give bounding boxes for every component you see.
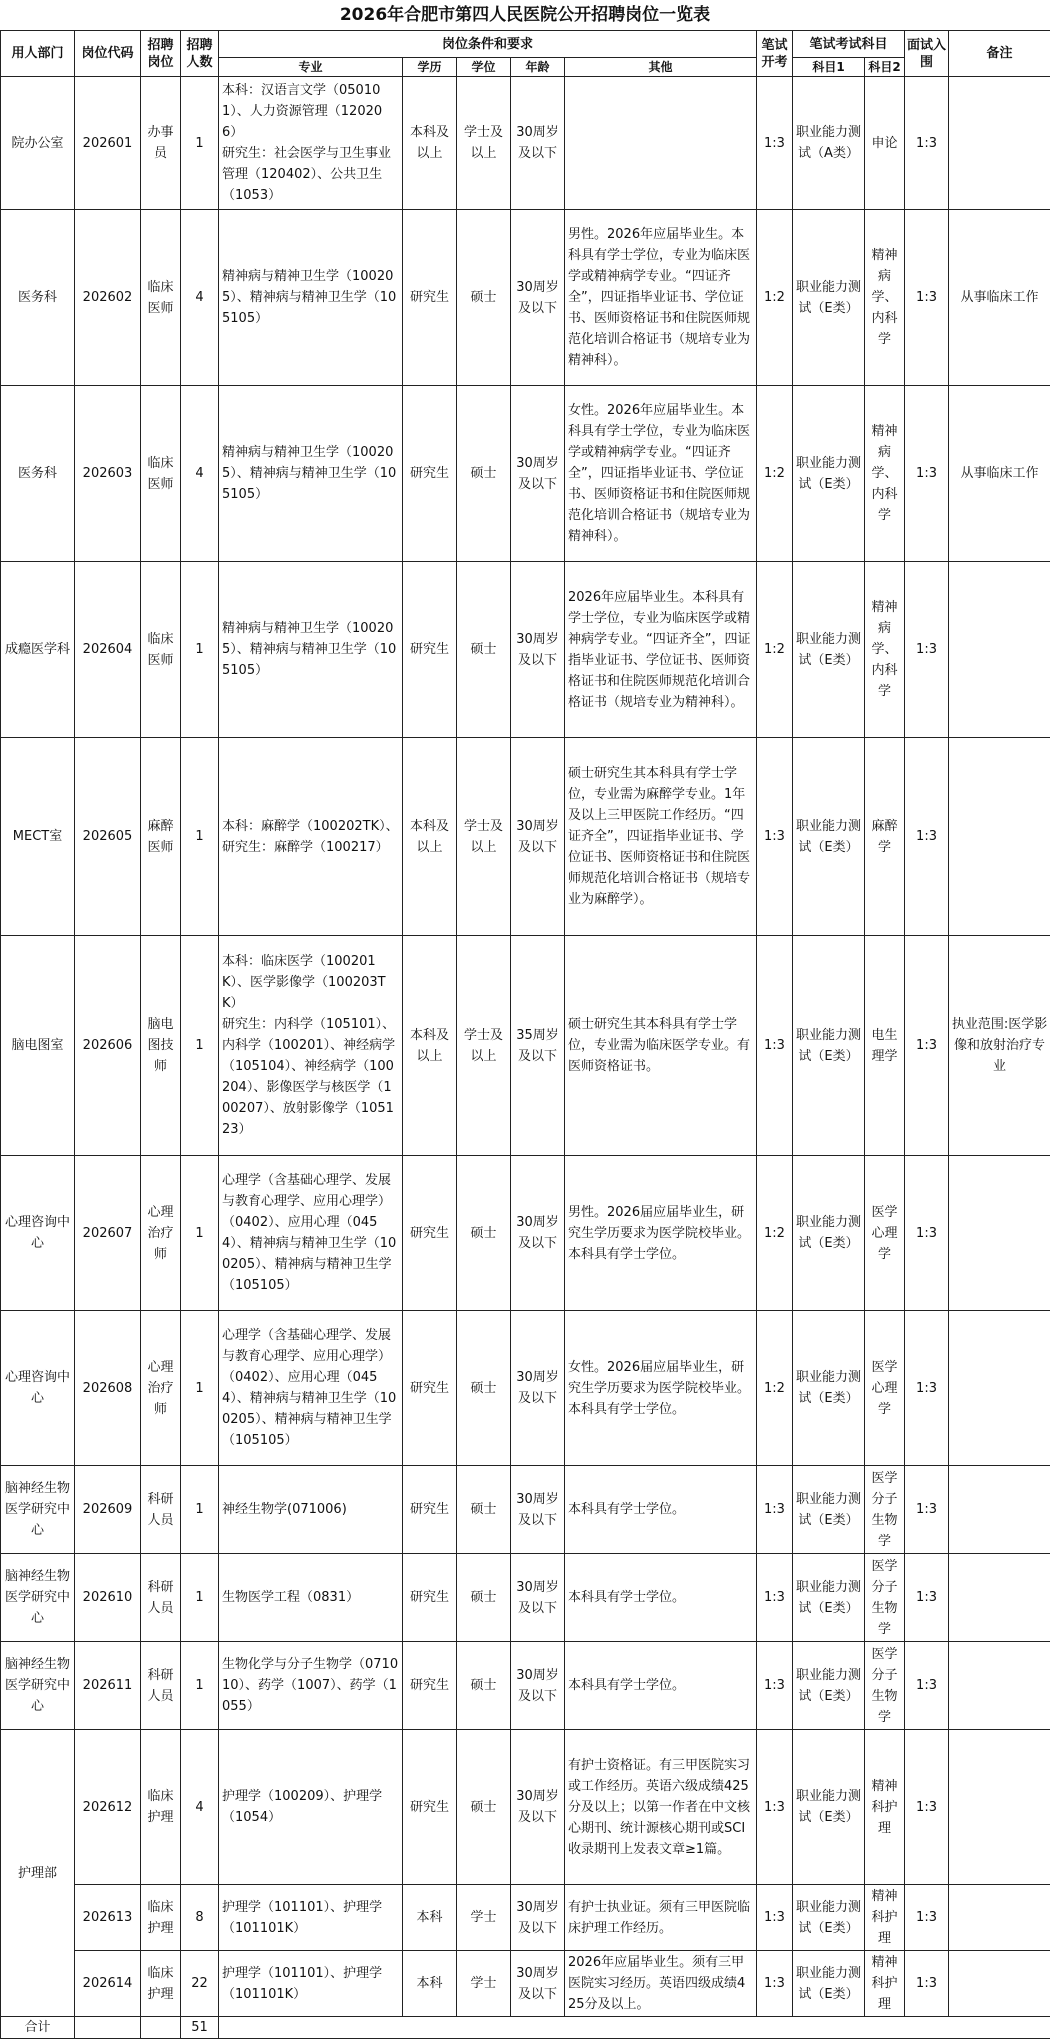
cell-subject1: 职业能力测试（A类）: [793, 77, 865, 210]
cell-ratio: 1:3: [757, 1466, 793, 1554]
cell-education: 本科及以上: [403, 77, 457, 210]
cell-education: 研究生: [403, 562, 457, 738]
cell-count: 1: [181, 1156, 219, 1311]
cell-subject1: 职业能力测试（E类）: [793, 1951, 865, 2017]
cell-interview: 1:3: [905, 936, 949, 1156]
cell-dept: 院办公室: [1, 77, 75, 210]
cell-age: 30周岁及以下: [511, 1466, 565, 1554]
cell-subject1: 职业能力测试（E类）: [793, 210, 865, 386]
cell-subject2: 电生理学: [865, 936, 905, 1156]
cell-interview: 1:3: [905, 1311, 949, 1466]
cell-post: 临床医师: [141, 562, 181, 738]
cell-subject2: 精神科护理: [865, 1951, 905, 2017]
header-degree: 学位: [457, 58, 511, 77]
table-row: [1, 386, 1050, 562]
cell-dept: 心理咨询中心: [1, 1311, 75, 1466]
cell-degree: 学士: [457, 1951, 511, 2017]
cell-major: 精神病与精神卫生学（100205）、精神病与精神卫生学（105105）: [219, 386, 403, 562]
cell-degree: 硕士: [457, 1642, 511, 1730]
cell-age: 30周岁及以下: [511, 1642, 565, 1730]
total-empty: [141, 2017, 181, 2039]
cell-remark: [949, 1311, 1050, 1466]
cell-remark: [949, 738, 1050, 936]
cell-other: 2026年应届毕业生。须有三甲医院实习经历。英语四级成绩425分及以上。: [565, 1951, 757, 2017]
cell-subject1: 职业能力测试（E类）: [793, 562, 865, 738]
cell-age: 30周岁及以下: [511, 738, 565, 936]
cell-education: 研究生: [403, 1156, 457, 1311]
cell-other: [565, 77, 757, 210]
cell-remark: [949, 1951, 1050, 2017]
cell-major: 生物医学工程（0831）: [219, 1554, 403, 1642]
cell-ratio: 1:3: [757, 77, 793, 210]
header-subject1: 科目1: [793, 58, 865, 77]
cell-other: 有护士资格证。有三甲医院实习或工作经历。英语六级成绩425分及以上；以第一作者在中文核心期刊、统计源核心期刊或SCI收录期刊上发表文章≥1篇。: [565, 1730, 757, 1885]
cell-degree: 硕士: [457, 562, 511, 738]
cell-code: 202602: [75, 210, 141, 386]
table-row: [1, 1885, 1050, 1951]
cell-major: 护理学（101101）、护理学（101101K）: [219, 1951, 403, 2017]
cell-ratio: 1:3: [757, 1885, 793, 1951]
cell-age: 30周岁及以下: [511, 1885, 565, 1951]
cell-ratio: 1:2: [757, 386, 793, 562]
positions-table: [0, 30, 1050, 2039]
cell-interview: 1:3: [905, 1885, 949, 1951]
cell-subject1: 职业能力测试（E类）: [793, 1156, 865, 1311]
cell-education: 本科: [403, 1885, 457, 1951]
cell-dept: 脑电图室: [1, 936, 75, 1156]
cell-major: 心理学（含基础心理学、发展与教育心理学、应用心理学）（0402）、应用心理（0454）、精神病与精神卫生学（100205）、精神病与精神卫生学（105105）: [219, 1156, 403, 1311]
header-remark: 备注: [949, 31, 1050, 77]
cell-subject2: 精神病学、内科学: [865, 562, 905, 738]
cell-code: 202605: [75, 738, 141, 936]
cell-remark: [949, 1730, 1050, 1885]
cell-major: 生物化学与分子生物学（071010）、药学（1007）、药学（1055）: [219, 1642, 403, 1730]
cell-education: 研究生: [403, 1730, 457, 1885]
header-dept: 用人部门: [1, 31, 75, 77]
header-row-1: [1, 31, 1050, 58]
cell-interview: 1:3: [905, 1466, 949, 1554]
cell-post: 临床医师: [141, 386, 181, 562]
cell-remark: [949, 562, 1050, 738]
table-row: [1, 562, 1050, 738]
cell-degree: 硕士: [457, 1730, 511, 1885]
cell-post: 办事员: [141, 77, 181, 210]
cell-count: 4: [181, 1730, 219, 1885]
cell-post: 脑电图技师: [141, 936, 181, 1156]
cell-interview: 1:3: [905, 1642, 949, 1730]
cell-dept: 医务科: [1, 386, 75, 562]
cell-education: 研究生: [403, 210, 457, 386]
cell-subject1: 职业能力测试（E类）: [793, 1466, 865, 1554]
cell-ratio: 1:3: [757, 1951, 793, 2017]
cell-count: 1: [181, 1554, 219, 1642]
cell-age: 30周岁及以下: [511, 562, 565, 738]
table-row: [1, 936, 1050, 1156]
cell-other: 有护士执业证。须有三甲医院临床护理工作经历。: [565, 1885, 757, 1951]
cell-interview: 1:3: [905, 562, 949, 738]
cell-subject2: 精神科护理: [865, 1730, 905, 1885]
cell-post: 临床护理: [141, 1730, 181, 1885]
cell-subject1: 职业能力测试（E类）: [793, 1642, 865, 1730]
cell-interview: 1:3: [905, 1730, 949, 1885]
table-row: [1, 738, 1050, 936]
cell-education: 本科: [403, 1951, 457, 2017]
cell-other: 男性。2026年应届毕业生。本科具有学士学位，专业为临床医学或精神病学专业。“四证齐全”，四证指毕业证书、学位证书、医师资格证书和住院医师规范化培训合格证书（规培专业为精神科）。: [565, 210, 757, 386]
cell-dept: 成瘾医学科: [1, 562, 75, 738]
header-code: 岗位代码: [75, 31, 141, 77]
table-row: [1, 1951, 1050, 2017]
total-count: 51: [181, 2017, 219, 2039]
cell-code: 202601: [75, 77, 141, 210]
cell-age: 30周岁及以下: [511, 1951, 565, 2017]
cell-subject2: 麻醉学: [865, 738, 905, 936]
cell-subject2: 精神病学、内科学: [865, 210, 905, 386]
cell-other: 本科具有学士学位。: [565, 1642, 757, 1730]
cell-dept: 脑神经生物医学研究中心: [1, 1642, 75, 1730]
cell-other: 本科具有学士学位。: [565, 1466, 757, 1554]
total-row: [1, 2017, 1050, 2039]
cell-education: 本科及以上: [403, 936, 457, 1156]
cell-post: 科研人员: [141, 1642, 181, 1730]
cell-code: 202607: [75, 1156, 141, 1311]
header-education: 学历: [403, 58, 457, 77]
cell-remark: 从事临床工作: [949, 386, 1050, 562]
cell-degree: 硕士: [457, 1554, 511, 1642]
table-row: [1, 1311, 1050, 1466]
cell-subject2: 医学分子生物学: [865, 1554, 905, 1642]
cell-code: 202603: [75, 386, 141, 562]
cell-subject1: 职业能力测试（E类）: [793, 936, 865, 1156]
cell-code: 202612: [75, 1730, 141, 1885]
cell-subject2: 精神科护理: [865, 1885, 905, 1951]
cell-ratio: 1:2: [757, 1156, 793, 1311]
cell-interview: 1:3: [905, 1951, 949, 2017]
cell-major: 精神病与精神卫生学（100205）、精神病与精神卫生学（105105）: [219, 210, 403, 386]
cell-subject1: 职业能力测试（E类）: [793, 738, 865, 936]
cell-major: 护理学（100209）、护理学（1054）: [219, 1730, 403, 1885]
cell-count: 1: [181, 1311, 219, 1466]
total-empty: [219, 2017, 1050, 2039]
cell-subject1: 职业能力测试（E类）: [793, 1730, 865, 1885]
cell-degree: 硕士: [457, 386, 511, 562]
cell-major: 精神病与精神卫生学（100205）、精神病与精神卫生学（105105）: [219, 562, 403, 738]
cell-remark: [949, 1885, 1050, 1951]
cell-remark: 执业范围:医学影像和放射治疗专业: [949, 936, 1050, 1156]
cell-major: 本科：麻醉学（100202TK）、 研究生：麻醉学（100217）: [219, 738, 403, 936]
cell-major: 心理学（含基础心理学、发展与教育心理学、应用心理学）（0402）、应用心理（0454）、精神病与精神卫生学（100205）、精神病与精神卫生学（105105）: [219, 1311, 403, 1466]
cell-post: 心理治疗师: [141, 1156, 181, 1311]
cell-count: 1: [181, 77, 219, 210]
header-subject2: 科目2: [865, 58, 905, 77]
cell-remark: [949, 1554, 1050, 1642]
cell-post: 科研人员: [141, 1554, 181, 1642]
table-row: [1, 1642, 1050, 1730]
cell-code: 202611: [75, 1642, 141, 1730]
cell-subject2: 申论: [865, 77, 905, 210]
cell-count: 4: [181, 210, 219, 386]
cell-subject1: 职业能力测试（E类）: [793, 386, 865, 562]
cell-other: 女性。2026年应届毕业生。本科具有学士学位，专业为临床医学或精神病学专业。“四证齐全”，四证指毕业证书、学位证书、医师资格证书和住院医师规范化培训合格证书（规培专业为精神科）。: [565, 386, 757, 562]
cell-ratio: 1:3: [757, 936, 793, 1156]
cell-post: 临床护理: [141, 1951, 181, 2017]
cell-post: 科研人员: [141, 1466, 181, 1554]
cell-subject2: 医学心理学: [865, 1156, 905, 1311]
cell-remark: 从事临床工作: [949, 210, 1050, 386]
table-row: [1, 1730, 1050, 1885]
cell-interview: 1:3: [905, 1554, 949, 1642]
table-row: [1, 1466, 1050, 1554]
cell-subject1: 职业能力测试（E类）: [793, 1311, 865, 1466]
header-interview: 面试入围: [905, 31, 949, 77]
cell-degree: 学士: [457, 1885, 511, 1951]
cell-interview: 1:3: [905, 1156, 949, 1311]
header-age: 年龄: [511, 58, 565, 77]
cell-subject2: 医学心理学: [865, 1311, 905, 1466]
cell-count: 4: [181, 386, 219, 562]
header-other: 其他: [565, 58, 757, 77]
cell-count: 1: [181, 562, 219, 738]
cell-code: 202606: [75, 936, 141, 1156]
cell-other: 硕士研究生其本科具有学士学位，专业需为麻醉学专业。1年及以上三甲医院工作经历。“四证齐全”，四证指毕业证书、学位证书、医师资格证书和住院医师规范化培训合格证书（规培专业为麻醉学）。: [565, 738, 757, 936]
cell-age: 30周岁及以下: [511, 1730, 565, 1885]
cell-code: 202608: [75, 1311, 141, 1466]
cell-ratio: 1:3: [757, 1554, 793, 1642]
cell-interview: 1:3: [905, 386, 949, 562]
cell-ratio: 1:3: [757, 1642, 793, 1730]
cell-dept: 心理咨询中心: [1, 1156, 75, 1311]
cell-other: 女性。2026届应届毕业生，研究生学历要求为医学院校毕业。本科具有学士学位。: [565, 1311, 757, 1466]
cell-code: 202614: [75, 1951, 141, 2017]
cell-code: 202610: [75, 1554, 141, 1642]
cell-degree: 硕士: [457, 1311, 511, 1466]
cell-education: 研究生: [403, 1642, 457, 1730]
cell-subject1: 职业能力测试（E类）: [793, 1554, 865, 1642]
cell-dept: MECT室: [1, 738, 75, 936]
page-title: 2026年合肥市第四人民医院公开招聘岗位一览表: [0, 0, 1050, 30]
cell-ratio: 1:2: [757, 210, 793, 386]
cell-age: 30周岁及以下: [511, 210, 565, 386]
cell-subject2: 精神病学、内科学: [865, 386, 905, 562]
header-major: 专业: [219, 58, 403, 77]
cell-post: 麻醉医师: [141, 738, 181, 936]
cell-other: 男性。2026届应届毕业生，研究生学历要求为医学院校毕业。本科具有学士学位。: [565, 1156, 757, 1311]
cell-major: 本科：临床医学（100201K）、医学影像学（100203TK） 研究生：内科学（105101）、内科学（100201）、神经病学（105104）、神经病学（100204）、影像医学与核医学（100207）、放射影像学（105123）: [219, 936, 403, 1156]
cell-subject2: 医学分子生物学: [865, 1642, 905, 1730]
cell-code: 202609: [75, 1466, 141, 1554]
table-row: [1, 1156, 1050, 1311]
cell-interview: 1:3: [905, 738, 949, 936]
header-subjects: 笔试考试科目: [793, 31, 905, 58]
cell-education: 研究生: [403, 1311, 457, 1466]
cell-ratio: 1:3: [757, 1730, 793, 1885]
cell-age: 30周岁及以下: [511, 1554, 565, 1642]
cell-code: 202604: [75, 562, 141, 738]
cell-dept: 脑神经生物医学研究中心: [1, 1554, 75, 1642]
header-count: 招聘人数: [181, 31, 219, 77]
cell-education: 研究生: [403, 1554, 457, 1642]
cell-age: 30周岁及以下: [511, 1311, 565, 1466]
cell-degree: 硕士: [457, 1156, 511, 1311]
cell-degree: 硕士: [457, 1466, 511, 1554]
cell-degree: 学士及以上: [457, 936, 511, 1156]
cell-remark: [949, 1156, 1050, 1311]
cell-count: 1: [181, 738, 219, 936]
table-row: [1, 210, 1050, 386]
cell-other: 硕士研究生其本科具有学士学位，专业需为临床医学专业。有医师资格证书。: [565, 936, 757, 1156]
cell-dept: 护理部: [1, 1730, 75, 2017]
header-conditions: 岗位条件和要求: [219, 31, 757, 58]
cell-count: 22: [181, 1951, 219, 2017]
cell-interview: 1:3: [905, 210, 949, 386]
cell-subject1: 职业能力测试（E类）: [793, 1885, 865, 1951]
cell-remark: [949, 77, 1050, 210]
cell-degree: 学士及以上: [457, 77, 511, 210]
cell-age: 35周岁及以下: [511, 936, 565, 1156]
cell-dept: 医务科: [1, 210, 75, 386]
cell-other: 本科具有学士学位。: [565, 1554, 757, 1642]
cell-post: 心理治疗师: [141, 1311, 181, 1466]
cell-ratio: 1:2: [757, 562, 793, 738]
cell-age: 30周岁及以下: [511, 386, 565, 562]
cell-ratio: 1:3: [757, 738, 793, 936]
cell-education: 本科及以上: [403, 738, 457, 936]
cell-count: 8: [181, 1885, 219, 1951]
cell-code: 202613: [75, 1885, 141, 1951]
cell-other: 2026年应届毕业生。本科具有学士学位，专业为临床医学或精神病学专业。“四证齐全”，四证指毕业证书、学位证书、医师资格证书和住院医师规范化培训合格证书（规培专业为精神科）。: [565, 562, 757, 738]
cell-age: 30周岁及以下: [511, 77, 565, 210]
cell-degree: 硕士: [457, 210, 511, 386]
header-post: 招聘岗位: [141, 31, 181, 77]
cell-major: 护理学（101101）、护理学（101101K）: [219, 1885, 403, 1951]
cell-count: 1: [181, 1466, 219, 1554]
table-row: [1, 77, 1050, 210]
cell-education: 研究生: [403, 1466, 457, 1554]
cell-education: 研究生: [403, 386, 457, 562]
cell-interview: 1:3: [905, 77, 949, 210]
table-row: [1, 1554, 1050, 1642]
cell-remark: [949, 1466, 1050, 1554]
cell-ratio: 1:2: [757, 1311, 793, 1466]
cell-age: 30周岁及以下: [511, 1156, 565, 1311]
cell-major: 本科：汉语言文学（050101）、人力资源管理（120206） 研究生：社会医学与卫生事业管理（120402）、公共卫生（1053）: [219, 77, 403, 210]
total-label: 合计: [1, 2017, 75, 2039]
header-ratio: 笔试开考: [757, 31, 793, 77]
cell-remark: [949, 1642, 1050, 1730]
cell-dept: 脑神经生物医学研究中心: [1, 1466, 75, 1554]
cell-count: 1: [181, 936, 219, 1156]
cell-post: 临床医师: [141, 210, 181, 386]
cell-degree: 学士及以上: [457, 738, 511, 936]
cell-count: 1: [181, 1642, 219, 1730]
cell-post: 临床护理: [141, 1885, 181, 1951]
cell-subject2: 医学分子生物学: [865, 1466, 905, 1554]
cell-major: 神经生物学(071006): [219, 1466, 403, 1554]
total-empty: [75, 2017, 141, 2039]
